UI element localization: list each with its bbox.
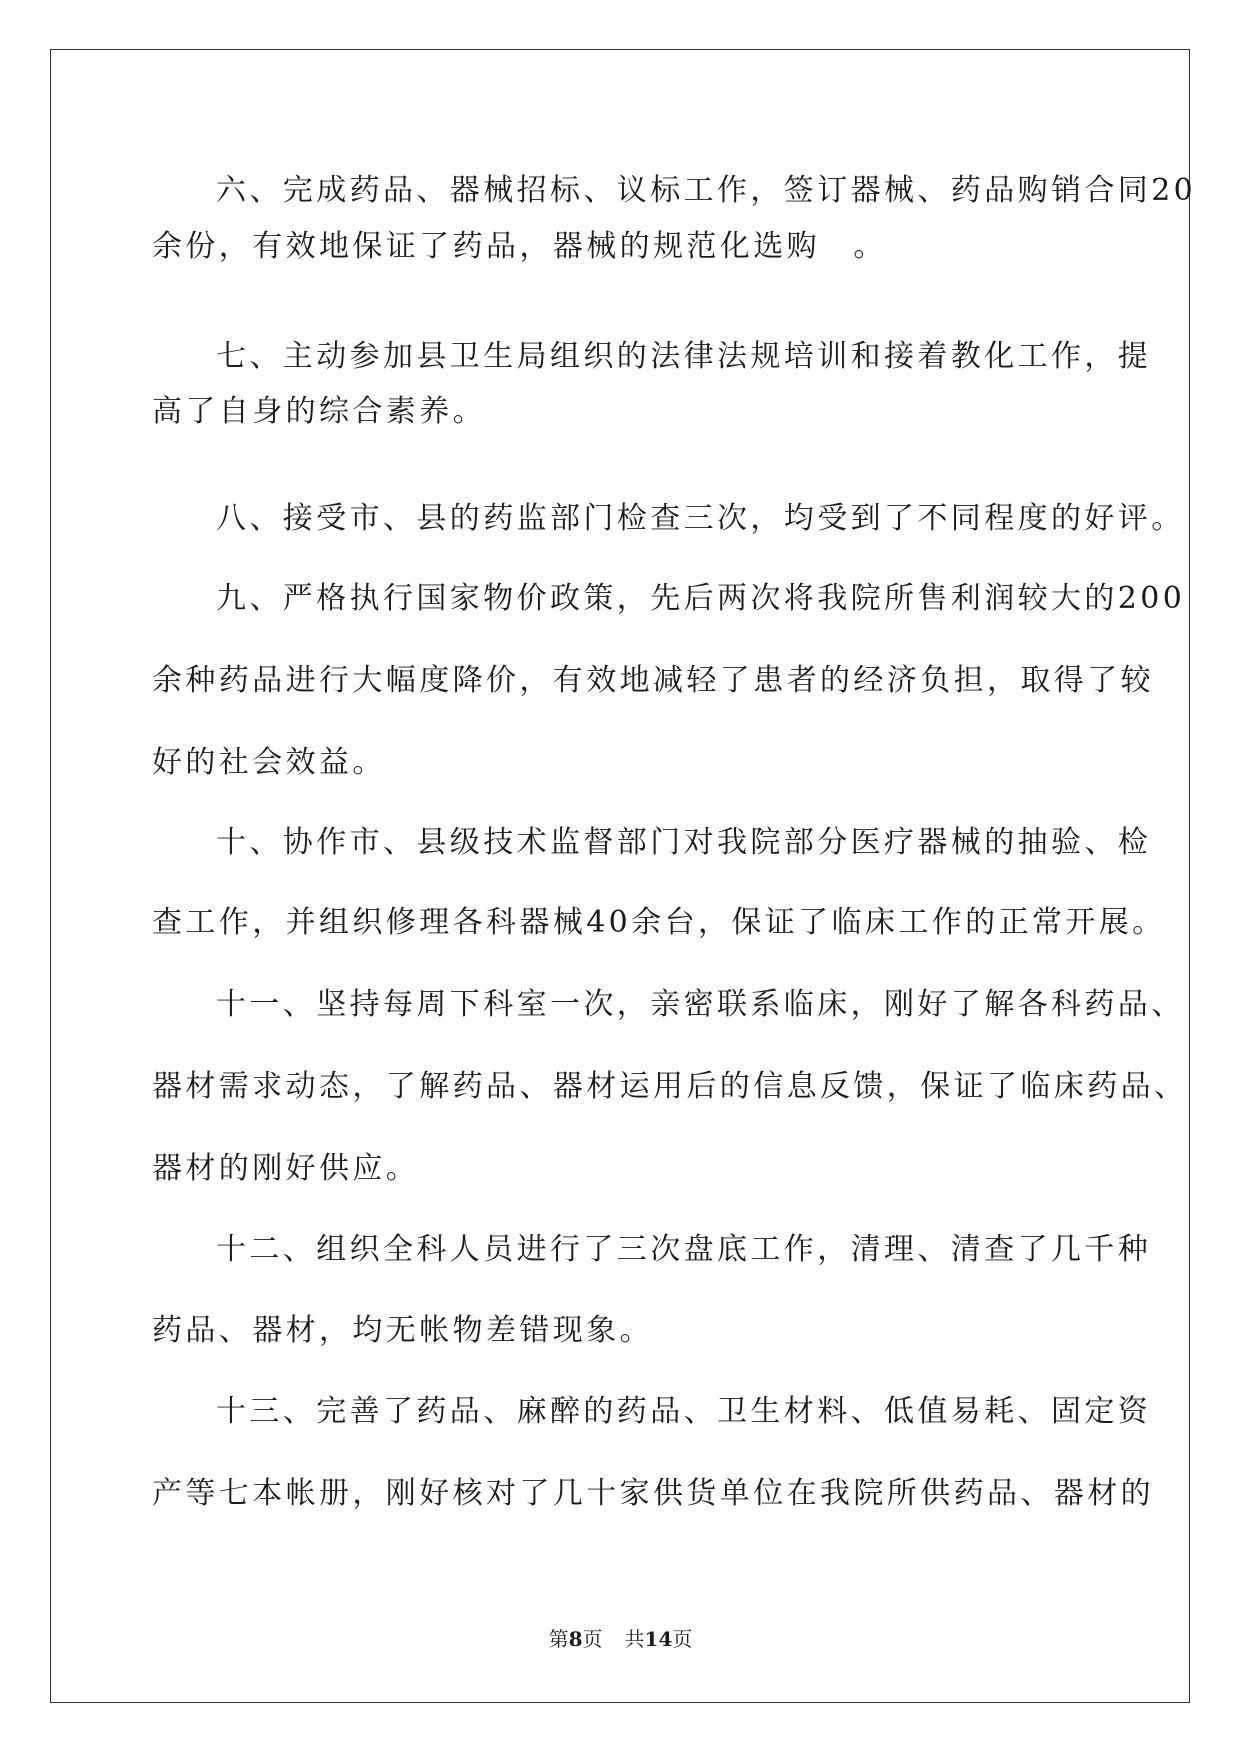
footer-total-suffix: 页 (672, 1627, 693, 1651)
paragraph-11-line-3: 器材的刚好供应。 (152, 1151, 420, 1186)
paragraph-6-line-1: 六、完成药品、器械招标、议标工作，签订器械、药品购销合同20 (216, 173, 1197, 208)
paragraph-9-line-3: 好的社会效益。 (152, 745, 386, 780)
paragraph-8-line-1: 八、接受市、县的药监部门检查三次，均受到了不同程度的好评。 (216, 501, 1185, 536)
total-page-count: 14 (644, 1627, 673, 1651)
paragraph-9-line-1: 九、严格执行国家物价政策，先后两次将我院所售利润较大的200 (216, 581, 1186, 616)
paragraph-13-line-2: 产等七本帐册，刚好核对了几十家供货单位在我院所供药品、器材的 (152, 1476, 1154, 1511)
paragraph-13-line-1: 十三、完善了药品、麻醉的药品、卫生材料、低值易耗、固定资 (216, 1394, 1152, 1429)
paragraph-11-line-2: 器材需求动态，了解药品、器材运用后的信息反馈，保证了临床药品、 (152, 1069, 1188, 1104)
footer-page-suffix: 页 (582, 1627, 603, 1651)
paragraph-11-line-1: 十一、坚持每周下科室一次，亲密联系临床，刚好了解各科药品、 (216, 987, 1185, 1022)
paragraph-10-line-2: 查工作，并组织修理各科器械40余台，保证了临床工作的正常开展。 (152, 905, 1166, 940)
paragraph-12-line-2: 药品、器材，均无帐物差错现象。 (152, 1313, 653, 1348)
paragraph-7-line-1: 七、主动参加县卫生局组织的法律法规培训和接着教化工作，提 (216, 339, 1152, 374)
paragraph-6-line-2: 余份，有效地保证了药品，器械的规范化选购 。 (152, 229, 887, 264)
paragraph-12-line-1: 十二、组织全科人员进行了三次盘底工作，清理、清查了几千种 (216, 1232, 1152, 1267)
paragraph-10-line-1: 十、协作市、县级技术监督部门对我院部分医疗器械的抽验、检 (216, 825, 1152, 860)
paragraph-9-line-2: 余种药品进行大幅度降价，有效地减轻了患者的经济负担，取得了较 (152, 663, 1154, 698)
page-footer (0, 1627, 1241, 1651)
footer-total-prefix: 共 (624, 1627, 645, 1651)
footer-prefix: 第 (548, 1627, 569, 1651)
page-border (50, 49, 1197, 1703)
paragraph-7-line-2: 高了自身的综合素养。 (152, 394, 486, 429)
current-page-number: 8 (568, 1627, 583, 1651)
